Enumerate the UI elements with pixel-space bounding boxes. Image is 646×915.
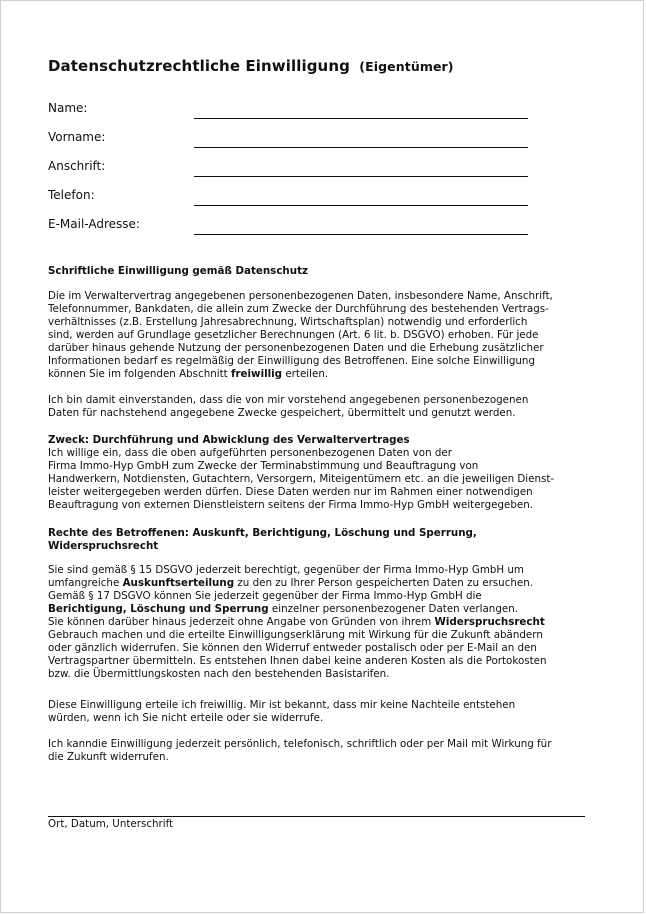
form-field-name[interactable] [48, 99, 528, 119]
field-label: Name: [48, 101, 88, 115]
paragraph-line [48, 616, 593, 629]
signature-label: Ort, Datum, Unterschrift [48, 818, 174, 830]
section-heading: Widerspruchsrecht [48, 540, 159, 552]
field-label: Anschrift: [48, 159, 106, 173]
paragraph-line: verhältnisses (z.B. Erstellung Jahresabrechnung, Wirtschaftsplan) notwendig und erforderlich [48, 316, 528, 328]
text-run: erteilen. [282, 368, 329, 380]
bold-text-run: Berichtigung, Löschung und Sperrung [48, 603, 269, 615]
bold-text-run: Auskunftserteilung [122, 577, 235, 589]
form-field-telefon[interactable] [48, 186, 528, 206]
paragraph-line: würden, wenn ich Sie nicht erteile oder sie widerrufe. [48, 712, 324, 724]
paragraph-line: Ich willige ein, dass die oben aufgeführten personenbezogenen Daten von der [48, 447, 452, 459]
email-input-line[interactable] [194, 234, 528, 235]
section-heading: Schriftliche Einwilligung gemäß Datenschutz [48, 265, 308, 277]
rights-section [48, 527, 593, 681]
paragraph-line: Informationen bedarf es regelmäßig der Einwilligung des Betroffenen. Eine solche Einwilligung [48, 355, 535, 367]
consent-section [48, 265, 593, 420]
paragraph-line: bzw. die Übermittlungskosten nach den bestehenden Basistarifen. [48, 668, 390, 680]
paragraph-line: darüber hinaus gehende Nutzung der personenbezogenen Daten und die Erhebung zusätzlicher [48, 342, 544, 354]
paragraph-line: Beauftragung von externen Dienstleistern seitens der Firma Immo-Hyp GmbH weitergegeben. [48, 499, 534, 511]
paragraph-line: Vertragspartner übermitteln. Es entstehen Ihnen dabei keine anderen Kosten als die Portokosten [48, 655, 547, 667]
paragraph-line [48, 577, 593, 590]
form-field-email[interactable] [48, 215, 528, 235]
section-heading: Zweck: Durchführung und Abwicklung des Verwaltervertrages [48, 434, 410, 446]
paragraph-line: oder gänzlich widerrufen. Sie können den Widerruf entweder postalisch oder per E-Mail an den [48, 642, 537, 654]
form-field-anschrift[interactable] [48, 157, 528, 177]
paragraph-line: leister weitergegeben werden dürfen. Diese Daten werden nur im Rahmen einer notwendigen [48, 486, 533, 498]
title-subtitle: (Eigentümer) [359, 59, 454, 74]
telefon-input-line[interactable] [194, 205, 528, 206]
paragraph-line [48, 368, 593, 381]
purpose-section [48, 434, 593, 512]
paragraph-line: Die im Verwaltervertrag angegebenen personenbezogenen Daten, insbesondere Name, Anschrift, [48, 290, 553, 302]
title-text: Datenschutzrechtliche Einwilligung [48, 57, 350, 75]
document-title [48, 57, 454, 75]
paragraph-line: Ich bin damit einverstanden, dass die von mir vorstehend angegebenen personenbezogenen [48, 394, 529, 406]
text-run: einzelner personenbezogener Daten verlangen. [268, 603, 518, 615]
text-run: zu den zu Ihrer Person gespeicherten Daten zu ersuchen. [234, 577, 534, 589]
text-run: können Sie im folgenden Abschnitt [48, 368, 231, 380]
anschrift-input-line[interactable] [194, 176, 528, 177]
bold-text-run: freiwillig [230, 368, 283, 380]
paragraph-line: sind, werden auf Grundlage gesetzlicher Berechnungen (Art. 6 lit. b. DSGVO) erhoben. Für jede [48, 329, 539, 341]
paragraph-line: die Zukunft widerrufen. [48, 751, 169, 763]
paragraph-line: Gebrauch machen und die erteilte Einwilligungserklärung mit Wirkung für die Zukunft abändern [48, 629, 543, 641]
section-heading: Rechte des Betroffenen: Auskunft, Berichtigung, Löschung und Sperrung, [48, 527, 477, 539]
paragraph-line: Ich kanndie Einwilligung jederzeit persönlich, telefonisch, schriftlich oder per Mail mit Wirkung für [48, 738, 552, 750]
paragraph-line: Telefonnummer, Bankdaten, die allein zum Zwecke der Durchführung des bestehenden Vertrags- [48, 303, 549, 315]
vorname-input-line[interactable] [194, 147, 528, 148]
field-label: Telefon: [48, 188, 95, 202]
paragraph-line: Sie sind gemäß § 15 DSGVO jederzeit berechtigt, gegenüber der Firma Immo-Hyp GmbH um [48, 564, 524, 576]
text-run: Sie können darüber hinaus jederzeit ohne Angabe von Gründen von ihrem [48, 616, 435, 628]
field-label: E-Mail-Adresse: [48, 217, 140, 231]
name-input-line[interactable] [194, 118, 528, 119]
signature-line[interactable] [48, 816, 585, 817]
paragraph-line: Handwerkern, Notdiensten, Gutachtern, Versorgern, Miteigentümern etc. an die jeweiligen Dienst- [48, 473, 555, 485]
paragraph-line: Diese Einwilligung erteile ich freiwillig. Mir ist bekannt, dass mir keine Nachteile entstehen [48, 699, 516, 711]
paragraph-line [48, 603, 593, 616]
form-field-vorname[interactable] [48, 128, 528, 148]
bold-text-run: Widerspruchsrecht [434, 616, 545, 628]
field-label: Vorname: [48, 130, 106, 144]
closing-section [48, 699, 593, 764]
text-run: umfangreiche [48, 577, 123, 589]
paragraph-line: Firma Immo-Hyp GmbH zum Zwecke der Terminabstimmung und Beauftragung von [48, 460, 479, 472]
paragraph-line: Daten für nachstehend angegebene Zwecke gespeichert, übermittelt und genutzt werden. [48, 407, 516, 419]
paragraph-line: Gemäß § 17 DSGVO können Sie jederzeit gegenüber der Firma Immo-Hyp GmbH die [48, 590, 482, 602]
